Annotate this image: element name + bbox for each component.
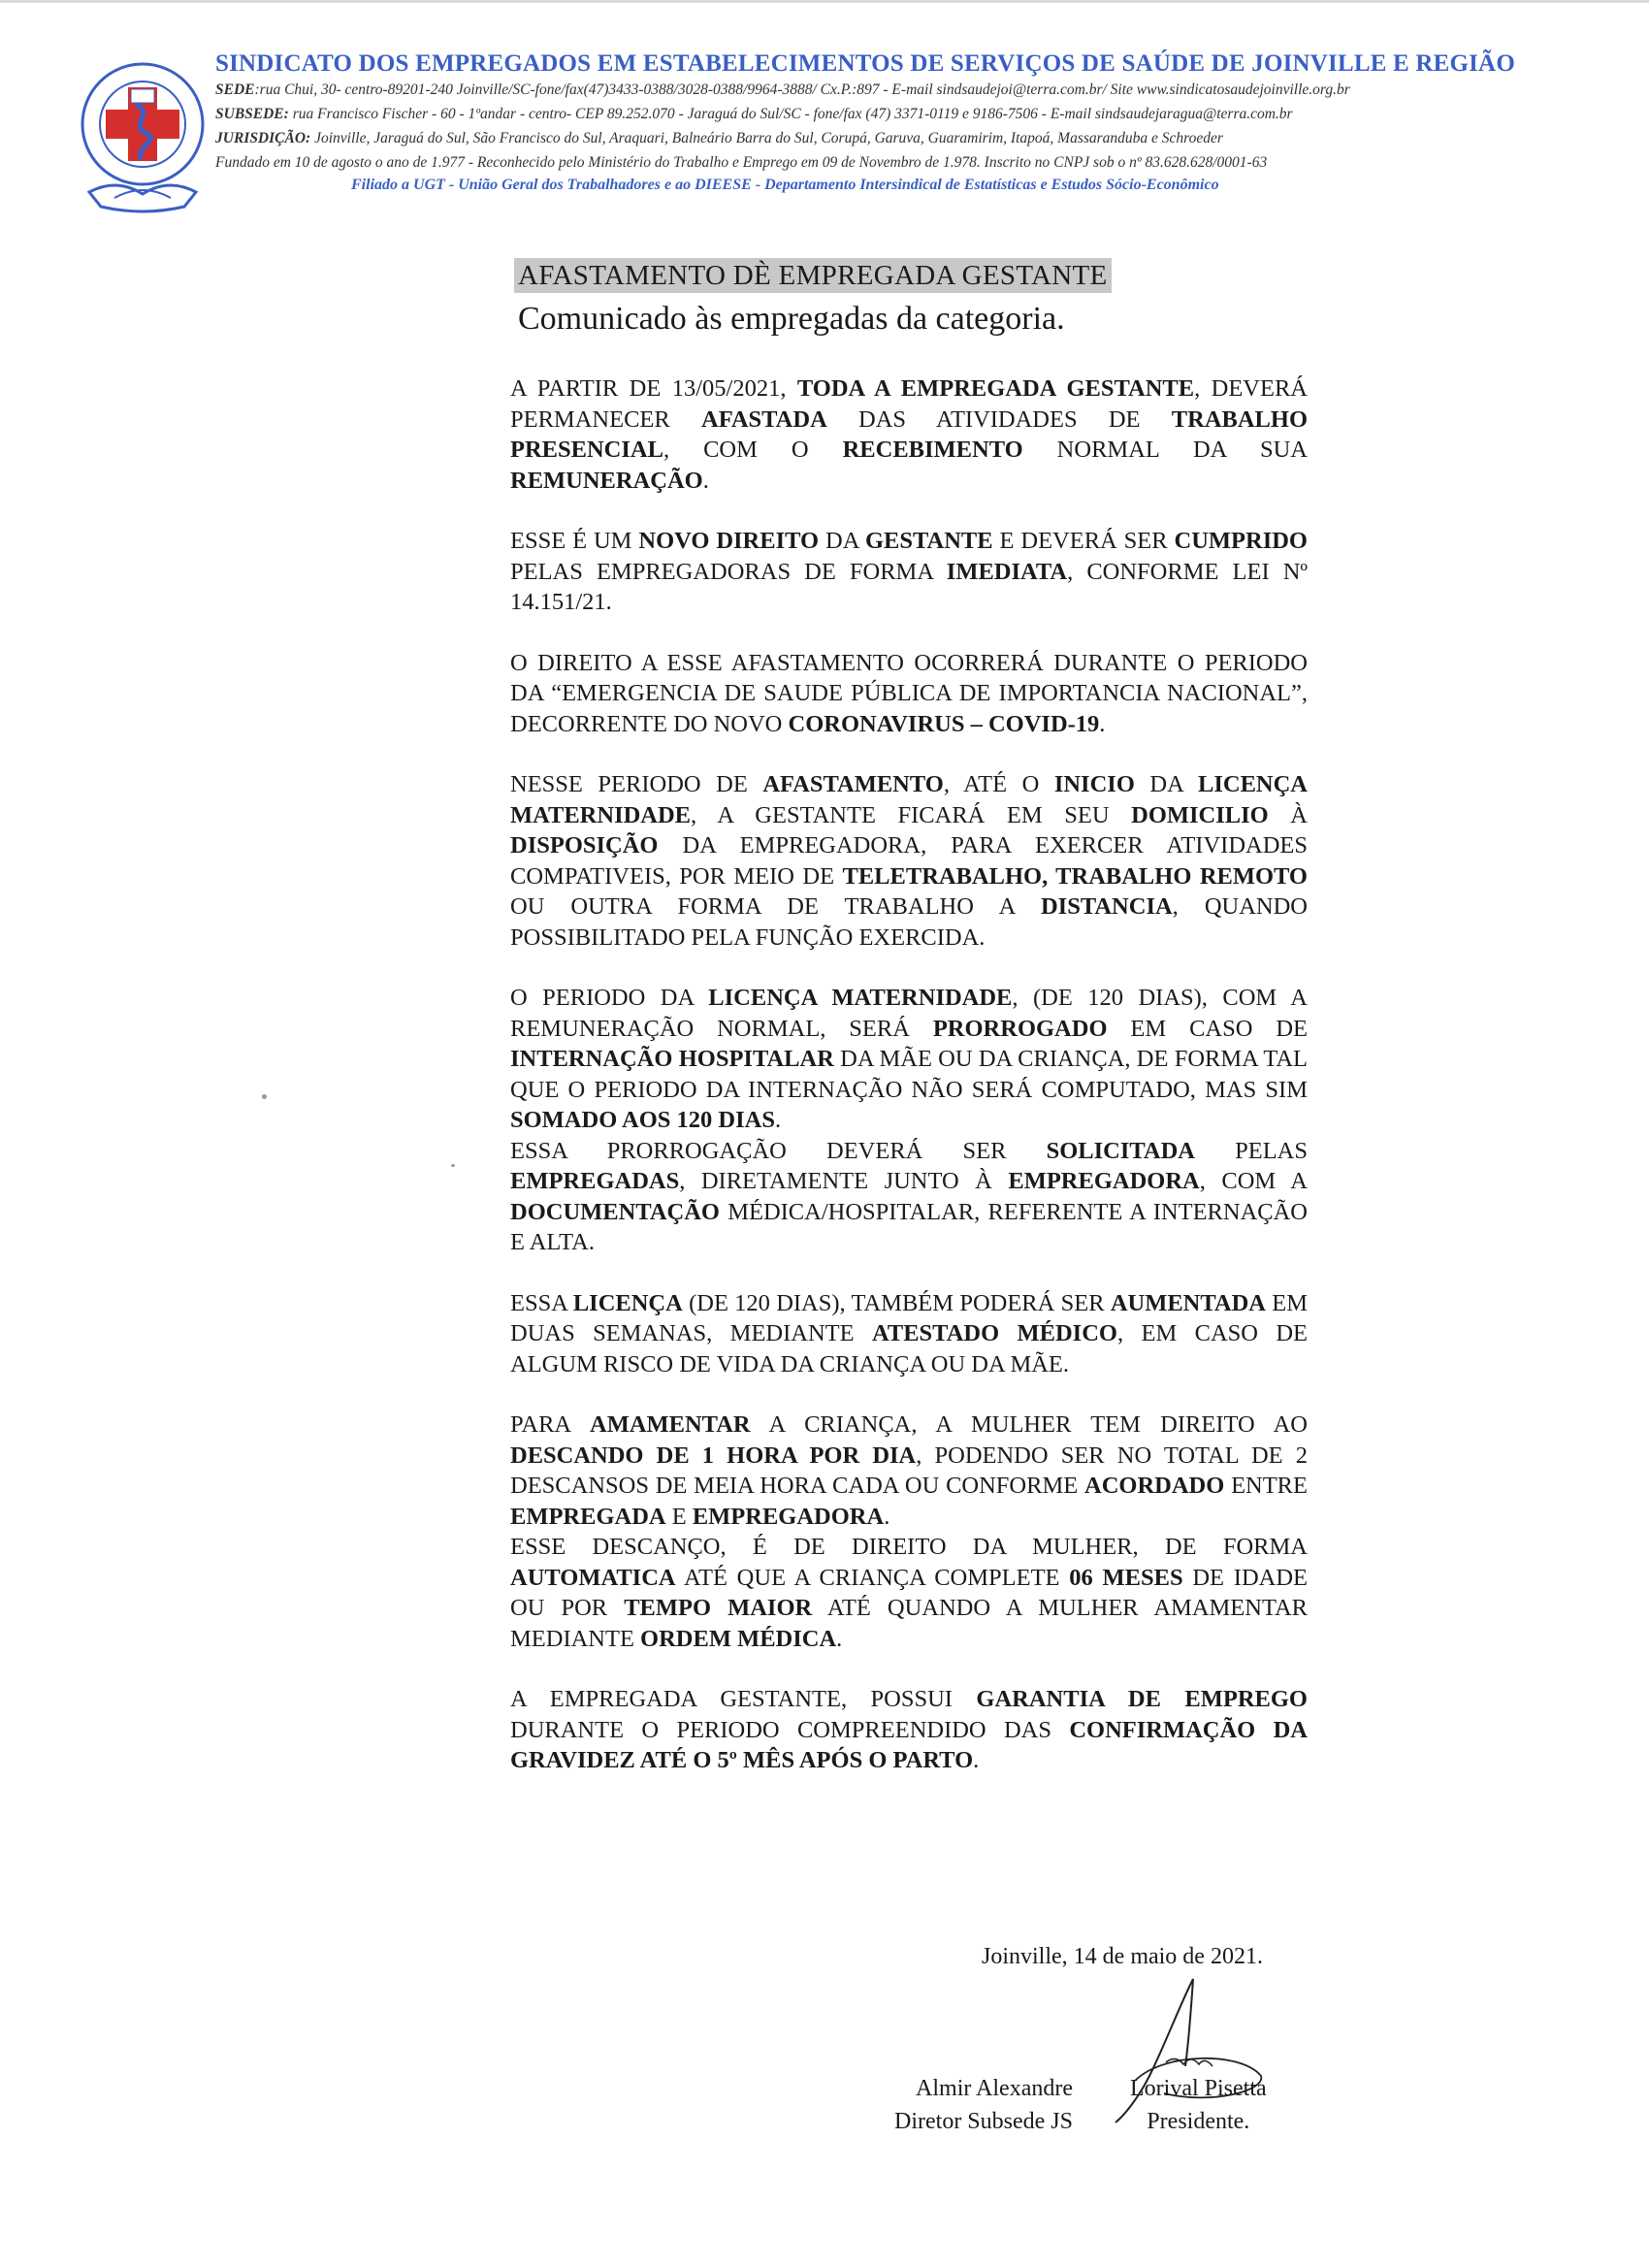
signer-name: Lorival Pisetta — [1130, 2076, 1267, 2101]
signer-role: Presidente. — [1147, 2109, 1250, 2134]
fundado-line: Fundado em 10 de agosto o ano de 1.977 - Reconhecido pelo Ministério do Trabalho e Emprego em 09 de Novembro de 1.978. Inscrito no CNPJ sob o nº 83.628.628/0001-63 — [215, 154, 1268, 171]
scan-speck — [262, 1094, 267, 1099]
signature-president — [1130, 2072, 1267, 2138]
paragraph-5: O PERIODO DA LICENÇA MATERNIDADE, (DE 120 DIAS), COM A REMUNERAÇÃO NORMAL, SERÁ PRORROGADO EM CASO DE INTERNAÇÃO HOSPITALAR DA MÃE OU DA CRIANÇA, DE FORMA TAL QUE O PERIODO DA INTERNAÇÃO NÃO SERÁ COMPUTADO, MAS SIM SOMADO AOS 120 DIAS. — [510, 985, 1308, 1133]
subsede-line: SUBSEDE: rua Francisco Fischer - 60 - 1ºandar - centro- CEP 89.252.070 - Jaraguá do Sul/SC - fone/fax (47) 3371-0119 e 9186-7506 - E-mail sindsaudejaragua@terra.com.br — [215, 106, 1293, 122]
notice-title: AFASTAMENTO DÈ EMPREGADA GESTANTE — [514, 258, 1112, 293]
union-logo — [78, 56, 209, 221]
sede-line: SEDE:rua Chui, 30- centro-89201-240 Joinville/SC-fone/fax(47)3433-0388/3028-0388/9964-3888/ Cx.P.:897 - E-mail sindsaudejoi@terra.com.br/ Site www.sindicatosaudejoinville.org.br — [215, 81, 1350, 98]
document-date: Joinville, 14 de maio de 2021. — [982, 1944, 1263, 1969]
scan-edge — [0, 0, 1649, 3]
org-name: SINDICATO DOS EMPREGADOS EM ESTABELECIMENTOS DE SERVIÇOS DE SAÚDE DE JOINVILLE E REGIÃO — [215, 50, 1515, 77]
paragraph-7: ESSA LICENÇA (DE 120 DIAS), TAMBÉM PODERÁ SER AUMENTADA EM DUAS SEMANAS, MEDIANTE ATESTADO MÉDICO, EM CASO DE ALGUM RISCO DE VIDA DA CRIANÇA OU DA MÃE. — [510, 1289, 1309, 1377]
paragraph-8: PARA AMAMENTAR A CRIANÇA, A MULHER TEM DIREITO AO DESCANDO DE 1 HORA POR DIA, PODENDO SER NO TOTAL DE 2 DESCANSOS DE MEIA HORA CADA OU CONFORME ACORDADO ENTRE EMPREGADA E EMPREGADORA. — [510, 1411, 1309, 1530]
paragraph-4: NESSE PERIODO DE AFASTAMENTO, ATÉ O INICIO DA LICENÇA MATERNIDADE, A GESTANTE FICARÁ EM SEU DOMICILIO À DISPOSIÇÃO DA EMPREGADORA, PARA EXERCER ATIVIDADES COMPATIVEIS, POR MEIO DE TELETRABALHO, TRABALHO REMOTO OU OUTRA FORMA DE TRABALHO A DISTANCIA, QUANDO POSSIBILITADO PELA FUNÇÃO EXERCIDA. — [510, 771, 1308, 951]
jurisdicao-line: JURISDIÇÃO: Joinville, Jaraguá do Sul, São Francisco do Sul, Araquari, Balneário Barra do Sul, Corupá, Garuva, Guaramirim, Itapoá, Massaranduba e Schroeder — [215, 130, 1223, 146]
paragraph-10: A EMPREGADA GESTANTE, POSSUI GARANTIA DE EMPREGO DURANTE O PERIODO COMPREENDIDO DAS CONFIRMAÇÃO DA GRAVIDEZ ATÉ O 5º MÊS APÓS O PARTO. — [510, 1686, 1308, 1773]
paragraph-6: ESSA PRORROGAÇÃO DEVERÁ SER SOLICITADA PELAS EMPREGADAS, DIRETAMENTE JUNTO À EMPREGADORA, COM A DOCUMENTAÇÃO MÉDICA/HOSPITALAR, REFERENTE A INTERNAÇÃO E ALTA. — [510, 1137, 1308, 1255]
paragraph-1: A PARTIR DE 13/05/2021, TODA A EMPREGADA GESTANTE, DEVERÁ PERMANECER AFASTADA DAS ATIVIDADES DE TRABALHO PRESENCIAL, COM O RECEBIMENTO NORMAL DA SUA REMUNERAÇÃO. — [510, 375, 1309, 494]
filiado-line: Filiado a UGT - União Geral dos Trabalhadores e ao DIEESE - Departamento Intersindical de Estatísticas e Estudos Sócio-Econômico — [351, 177, 1219, 193]
paragraph-2: ESSE É UM NOVO DIREITO DA GESTANTE E DEVERÁ SER CUMPRIDO PELAS EMPREGADORAS DE FORMA IMEDIATA, CONFORME LEI Nº 14.151/21. — [510, 528, 1308, 615]
paragraph-9: ESSE DESCANÇO, É DE DIREITO DA MULHER, DE FORMA AUTOMATICA ATÉ QUE A CRIANÇA COMPLETE 06 MESES DE IDADE OU POR TEMPO MAIOR ATÉ QUANDO A MULHER AMAMENTAR MEDIANTE ORDEM MÉDICA. — [510, 1534, 1309, 1652]
letterhead — [215, 50, 1573, 194]
paragraph-3: O DIREITO A ESSE AFASTAMENTO OCORRERÁ DURANTE O PERIODO DA “EMERGENCIA DE SAUDE PÚBLICA DE IMPORTANCIA NACIONAL”, DECORRENTE DO NOVO CORONAVIRUS – COVID-19. — [510, 649, 1308, 737]
notice-body — [510, 373, 1308, 1806]
signature-director — [894, 2072, 1073, 2138]
scan-speck — [451, 1164, 455, 1167]
notice-subtitle: Comunicado às empregadas da categoria. — [518, 301, 1065, 337]
signer-role: Diretor Subsede JS — [894, 2109, 1073, 2134]
signer-name: Almir Alexandre — [916, 2076, 1073, 2101]
